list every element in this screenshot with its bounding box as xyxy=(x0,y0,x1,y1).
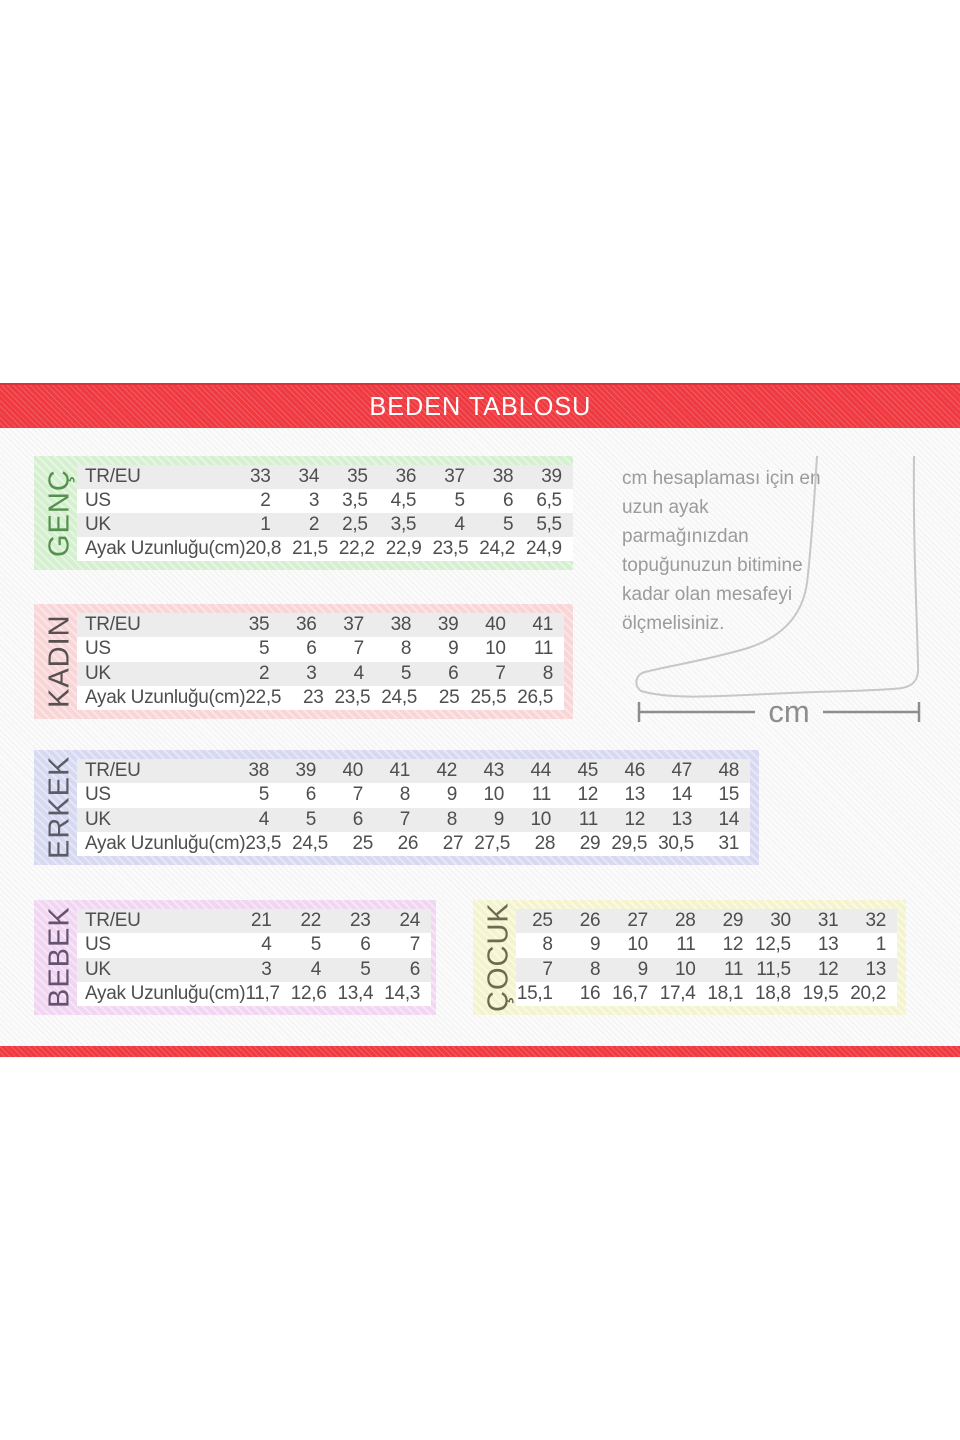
size-value-cell: 29,5 xyxy=(611,832,648,854)
size-value-cell: 18,8 xyxy=(754,982,791,1004)
size-value-cell: 39 xyxy=(541,466,562,487)
size-value-cell: 17,4 xyxy=(659,982,696,1004)
size-value-cell: 5,5 xyxy=(536,514,562,535)
size-value-cell: 5 xyxy=(454,490,465,511)
size-value-cell: 40 xyxy=(485,614,506,636)
table-category-label-cocuk: ÇOCUK xyxy=(482,902,515,1013)
size-value-cell: 36 xyxy=(395,466,417,487)
table-row xyxy=(77,808,750,832)
row-label: US xyxy=(85,934,111,956)
size-value-cell: 5 xyxy=(400,662,412,684)
table-row xyxy=(77,933,431,957)
size-value-cell: 40 xyxy=(342,760,363,782)
size-value-cell: 9 xyxy=(637,958,648,980)
size-value-cell: 9 xyxy=(446,784,457,806)
size-value-cell: 45 xyxy=(577,760,598,782)
size-value-cell: 27 xyxy=(442,832,464,854)
size-value-cell: 7 xyxy=(409,934,421,956)
size-value-cell: 24,2 xyxy=(479,538,516,559)
size-value-cell: 3,5 xyxy=(342,490,368,511)
size-value-cell: 38 xyxy=(390,614,412,636)
size-value-cell: 39 xyxy=(295,760,316,782)
size-value-cell: 35 xyxy=(248,614,270,636)
size-value-cell: 7 xyxy=(542,958,553,980)
size-value-cell: 43 xyxy=(483,760,504,782)
size-value-cell: 13 xyxy=(865,958,886,980)
measure-instruction-line: ölçmelisiniz. xyxy=(622,613,725,634)
table-row xyxy=(516,909,897,933)
table-category-label-erkek: ERKEK xyxy=(43,755,76,860)
table-row xyxy=(77,513,573,537)
size-value-cell: 11,7 xyxy=(245,982,280,1004)
measure-instruction-line: cm hesaplaması için en xyxy=(622,468,821,489)
size-value-cell: 19,5 xyxy=(802,982,839,1004)
size-value-cell: 22,9 xyxy=(385,538,422,559)
size-value-cell: 23,5 xyxy=(334,686,371,708)
size-value-cell: 46 xyxy=(624,760,645,782)
size-grid-kadin xyxy=(77,613,564,710)
size-value-cell: 12 xyxy=(722,934,744,956)
table-row xyxy=(77,637,564,661)
size-value-cell: 8 xyxy=(446,808,457,830)
size-value-cell: 10 xyxy=(530,808,551,830)
size-value-cell: 10 xyxy=(485,638,506,660)
size-value-cell: 42 xyxy=(436,760,457,782)
size-table-genc xyxy=(34,456,573,570)
row-label: US xyxy=(85,784,111,806)
size-value-cell: 25,5 xyxy=(470,686,507,708)
row-label: UK xyxy=(85,662,111,684)
size-value-cell: 6 xyxy=(448,662,459,684)
size-value-cell: 8 xyxy=(542,662,553,684)
size-value-cell: 12 xyxy=(624,808,645,830)
size-value-cell: 11 xyxy=(531,784,551,806)
bottom-red-strip xyxy=(0,1046,960,1057)
table-row xyxy=(77,537,573,561)
size-value-cell: 23 xyxy=(350,910,371,932)
table-row xyxy=(77,909,431,933)
size-value-cell: 10 xyxy=(483,784,504,806)
table-category-label-genc: GENÇ xyxy=(43,469,76,557)
size-value-cell: 24,5 xyxy=(292,832,328,854)
size-value-cell: 12 xyxy=(577,784,598,806)
table-row xyxy=(77,662,564,686)
size-value-cell: 3 xyxy=(261,958,272,980)
size-value-cell: 22,2 xyxy=(338,538,375,559)
size-value-cell: 5 xyxy=(310,934,322,956)
table-row xyxy=(77,759,750,783)
table-row xyxy=(77,465,573,489)
size-value-cell: 14 xyxy=(718,808,739,830)
size-value-cell: 37 xyxy=(444,466,465,487)
size-value-cell: 35 xyxy=(347,466,368,487)
measure-instruction-line: uzun ayak parmağınızdan xyxy=(622,497,749,547)
size-value-cell: 28 xyxy=(534,832,556,854)
row-label: TR/EU xyxy=(85,910,141,932)
table-row xyxy=(516,933,897,957)
row-label: Ayak Uzunluğu(cm) xyxy=(85,832,246,854)
size-value-cell: 13,4 xyxy=(337,982,374,1004)
size-value-cell: 38 xyxy=(248,760,269,782)
size-value-cell: 11 xyxy=(533,638,553,660)
table-row xyxy=(77,613,564,637)
size-value-cell: 8 xyxy=(589,958,601,980)
size-value-cell: 24,9 xyxy=(526,538,562,559)
size-value-cell: 22 xyxy=(300,910,322,932)
size-value-cell: 1 xyxy=(260,514,271,535)
size-value-cell: 41 xyxy=(389,760,410,782)
row-label: UK xyxy=(85,808,111,830)
size-value-cell: 30 xyxy=(770,910,791,932)
size-value-cell: 8 xyxy=(542,934,553,956)
size-value-cell: 33 xyxy=(250,466,271,487)
size-value-cell: 12,5 xyxy=(754,934,791,956)
size-value-cell: 4 xyxy=(261,934,272,956)
size-value-cell: 6 xyxy=(360,934,371,956)
size-value-cell: 13 xyxy=(671,808,692,830)
size-value-cell: 12 xyxy=(817,958,839,980)
size-value-cell: 22,5 xyxy=(245,686,282,708)
size-value-cell: 28 xyxy=(674,910,696,932)
row-label: TR/EU xyxy=(85,466,141,487)
size-value-cell: 2 xyxy=(308,514,320,535)
size-value-cell: 5 xyxy=(503,514,514,535)
size-value-cell: 6 xyxy=(305,784,316,806)
size-value-cell: 15,1 xyxy=(516,982,553,1004)
size-value-cell: 27,5 xyxy=(474,832,511,854)
size-value-cell: 29 xyxy=(579,832,601,854)
size-value-cell: 5 xyxy=(258,784,269,806)
size-value-cell: 2 xyxy=(260,490,271,511)
row-label: Ayak Uzunluğu(cm) xyxy=(85,982,246,1004)
size-value-cell: 25 xyxy=(438,686,460,708)
size-value-cell: 11 xyxy=(578,808,598,830)
row-label: US xyxy=(85,638,111,660)
size-value-cell: 3 xyxy=(308,490,320,511)
size-value-cell: 37 xyxy=(343,614,364,636)
measure-instruction-line: topuğunuzun bitimine xyxy=(622,555,803,576)
size-value-cell: 18,1 xyxy=(707,982,744,1004)
size-value-cell: 30,5 xyxy=(658,832,694,854)
size-grid-cocuk xyxy=(516,909,897,1006)
measure-instruction-line: kadar olan mesafeyi xyxy=(622,584,793,605)
table-category-label-kadin: KADIN xyxy=(43,614,76,709)
row-label: UK xyxy=(85,514,111,535)
size-value-cell: 8 xyxy=(400,638,412,660)
size-value-cell: 31 xyxy=(817,910,839,932)
size-value-cell: 23 xyxy=(302,686,324,708)
page-title: BEDEN TABLOSU xyxy=(369,391,591,421)
size-value-cell: 5 xyxy=(259,638,270,660)
size-value-cell: 29 xyxy=(722,910,744,932)
size-value-cell: 36 xyxy=(296,614,317,636)
size-value-cell: 26 xyxy=(579,910,601,932)
size-value-cell: 26 xyxy=(397,832,419,854)
size-table-erkek xyxy=(34,750,759,865)
size-value-cell: 13 xyxy=(817,934,839,956)
size-value-cell: 13 xyxy=(624,784,645,806)
size-value-cell: 7 xyxy=(352,784,363,806)
size-value-cell: 31 xyxy=(718,832,739,854)
size-value-cell: 14,3 xyxy=(384,982,421,1004)
size-value-cell: 6 xyxy=(409,958,421,980)
foot-outline-illustration xyxy=(630,450,935,730)
size-value-cell: 25 xyxy=(352,832,374,854)
size-value-cell: 9 xyxy=(448,638,459,660)
size-grid-genc xyxy=(77,465,573,561)
size-table-bebek xyxy=(34,900,436,1015)
row-label: UK xyxy=(85,958,111,980)
size-value-cell: 14 xyxy=(671,784,692,806)
size-value-cell: 6 xyxy=(352,808,363,830)
size-value-cell: 4 xyxy=(353,662,364,684)
table-category-label-bebek: BEBEK xyxy=(43,906,76,1009)
size-table-cocuk xyxy=(473,900,906,1015)
size-value-cell: 4 xyxy=(258,808,269,830)
size-value-cell: 6 xyxy=(503,490,514,511)
size-value-cell: 4 xyxy=(454,514,465,535)
size-value-cell: 23,5 xyxy=(245,832,282,854)
table-row xyxy=(77,958,431,982)
row-label: TR/EU xyxy=(85,760,141,782)
size-value-cell: 48 xyxy=(718,760,739,782)
size-value-cell: 5 xyxy=(305,808,316,830)
size-table-kadin xyxy=(34,604,573,719)
size-value-cell: 20,2 xyxy=(850,982,886,1004)
row-label: Ayak Uzunluğu(cm) xyxy=(85,538,246,559)
size-value-cell: 27 xyxy=(627,910,648,932)
row-label: Ayak Uzunluğu(cm) xyxy=(85,686,246,708)
table-row xyxy=(516,958,897,982)
row-label: US xyxy=(85,490,111,511)
size-value-cell: 4 xyxy=(310,958,322,980)
size-value-cell: 11,5 xyxy=(756,958,791,980)
size-value-cell: 11 xyxy=(724,958,744,980)
size-value-cell: 3,5 xyxy=(390,514,417,535)
table-row xyxy=(77,489,573,513)
size-value-cell: 24 xyxy=(399,910,421,932)
size-value-cell: 7 xyxy=(495,662,506,684)
size-value-cell: 5 xyxy=(360,958,371,980)
size-value-cell: 44 xyxy=(530,760,551,782)
table-row xyxy=(77,832,750,856)
size-value-cell: 9 xyxy=(493,808,504,830)
size-value-cell: 10 xyxy=(627,934,648,956)
table-row xyxy=(77,982,431,1006)
size-value-cell: 16,7 xyxy=(612,982,648,1004)
cm-unit-label: cm xyxy=(768,694,810,729)
size-value-cell: 2,5 xyxy=(342,514,368,535)
size-value-cell: 7 xyxy=(353,638,364,660)
size-value-cell: 21,5 xyxy=(292,538,328,559)
size-value-cell: 7 xyxy=(399,808,410,830)
size-value-cell: 1 xyxy=(875,934,886,956)
size-value-cell: 25 xyxy=(532,910,553,932)
size-value-cell: 23,5 xyxy=(432,538,469,559)
table-row xyxy=(516,982,897,1006)
size-value-cell: 38 xyxy=(492,466,514,487)
size-value-cell: 39 xyxy=(437,614,459,636)
foot-outline-path xyxy=(636,456,918,697)
size-value-cell: 24,5 xyxy=(381,686,418,708)
size-value-cell: 3 xyxy=(306,662,317,684)
size-value-cell: 10 xyxy=(674,958,696,980)
size-value-cell: 15 xyxy=(718,784,739,806)
size-value-cell: 16 xyxy=(579,982,601,1004)
table-row xyxy=(77,783,750,807)
size-value-cell: 6 xyxy=(306,638,317,660)
table-row xyxy=(77,686,564,710)
size-value-cell: 20,8 xyxy=(245,538,282,559)
size-value-cell: 6,5 xyxy=(536,490,562,511)
row-label: TR/EU xyxy=(85,614,141,636)
title-banner xyxy=(0,383,960,428)
size-value-cell: 8 xyxy=(399,784,410,806)
size-value-cell: 11 xyxy=(676,934,696,956)
size-value-cell: 21 xyxy=(250,910,272,932)
size-value-cell: 12,6 xyxy=(290,982,327,1004)
size-value-cell: 32 xyxy=(865,910,886,932)
size-value-cell: 34 xyxy=(298,466,320,487)
size-value-cell: 47 xyxy=(671,760,692,782)
size-grid-erkek xyxy=(77,759,750,856)
size-value-cell: 9 xyxy=(589,934,601,956)
size-value-cell: 2 xyxy=(259,662,270,684)
size-value-cell: 26,5 xyxy=(517,686,553,708)
size-value-cell: 41 xyxy=(532,614,553,636)
size-grid-bebek xyxy=(77,909,431,1006)
size-value-cell: 4,5 xyxy=(390,490,417,511)
